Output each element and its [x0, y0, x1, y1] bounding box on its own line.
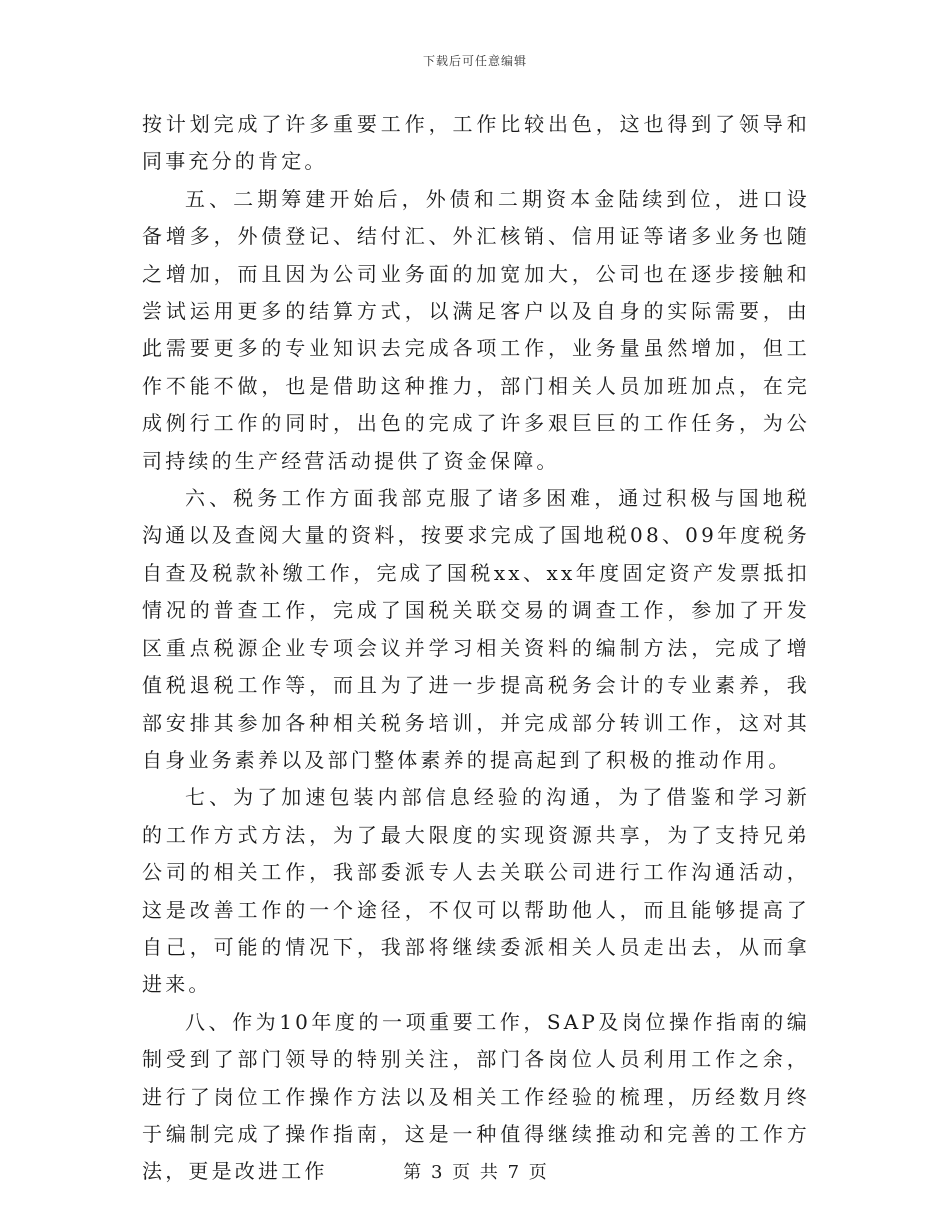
- page-number-footer: 第 3 页 共 7 页: [403, 1162, 547, 1183]
- document-body: [142, 106, 810, 1191]
- paragraph-item-6: 六、税务工作方面我部克服了诸多困难，通过积极与国地税沟通以及查阅大量的资料，按要求完成了国地税08、09年度税务自查及税款补缴工作，完成了国税xx、xx年度固定资产发票抵扣情况的普查工作，完成了国税关联交易的调查工作，参加了开发区重点税源企业专项会议并学习相关资料的编制方法，完成了增值税退税工作等，而且为了进一步提高税务会计的专业素养，我部安排其参加各种相关税务培训，并完成部分转训工作，这对其自身业务素养以及部门整体素养的提高起到了积极的推动作用。: [142, 486, 810, 772]
- paragraph-item-5: 五、二期筹建开始后，外债和二期资本金陆续到位，进口设备增多，外债登记、结付汇、外汇核销、信用证等诸多业务也随之增加，而且因为公司业务面的加宽加大，公司也在逐步接触和尝试运用更多的结算方式，以满足客户以及自身的实际需要，由此需要更多的专业知识去完成各项工作，业务量虽然增加，但工作不能不做，也是借助这种推力，部门相关人员加班加点，在完成例行工作的同时，出色的完成了许多艰巨巨的工作任务，为公司持续的生产经营活动提供了资金保障。: [142, 186, 810, 473]
- paragraph-item-7: 七、为了加速包装内部信息经验的沟通，为了借鉴和学习新的工作方式方法，为了最大限度的实现资源共享，为了支持兄弟公司的相关工作，我部委派专人去关联公司进行工作沟通活动，这是改善工作的一个途径，不仅可以帮助他人，而且能够提高了自己，可能的情况下，我部将继续委派相关人员走出去，从而拿进来。: [142, 785, 810, 997]
- paragraph-item-8: 八、作为10年度的一项重要工作，SAP及岗位操作指南的编制受到了部门领导的特别关注，部门各岗位人员利用工作之余，进行了岗位工作操作方法以及相关工作经验的梳理，历经数月终于编制完成了操作指南，这是一种值得继续推动和完善的工作方法，更是改进工作: [142, 1009, 810, 1184]
- page-header-note: 下载后可任意编辑: [422, 54, 527, 68]
- paragraph-continuation: 按计划完成了许多重要工作，工作比较出色，这也得到了领导和同事充分的肯定。: [142, 112, 810, 174]
